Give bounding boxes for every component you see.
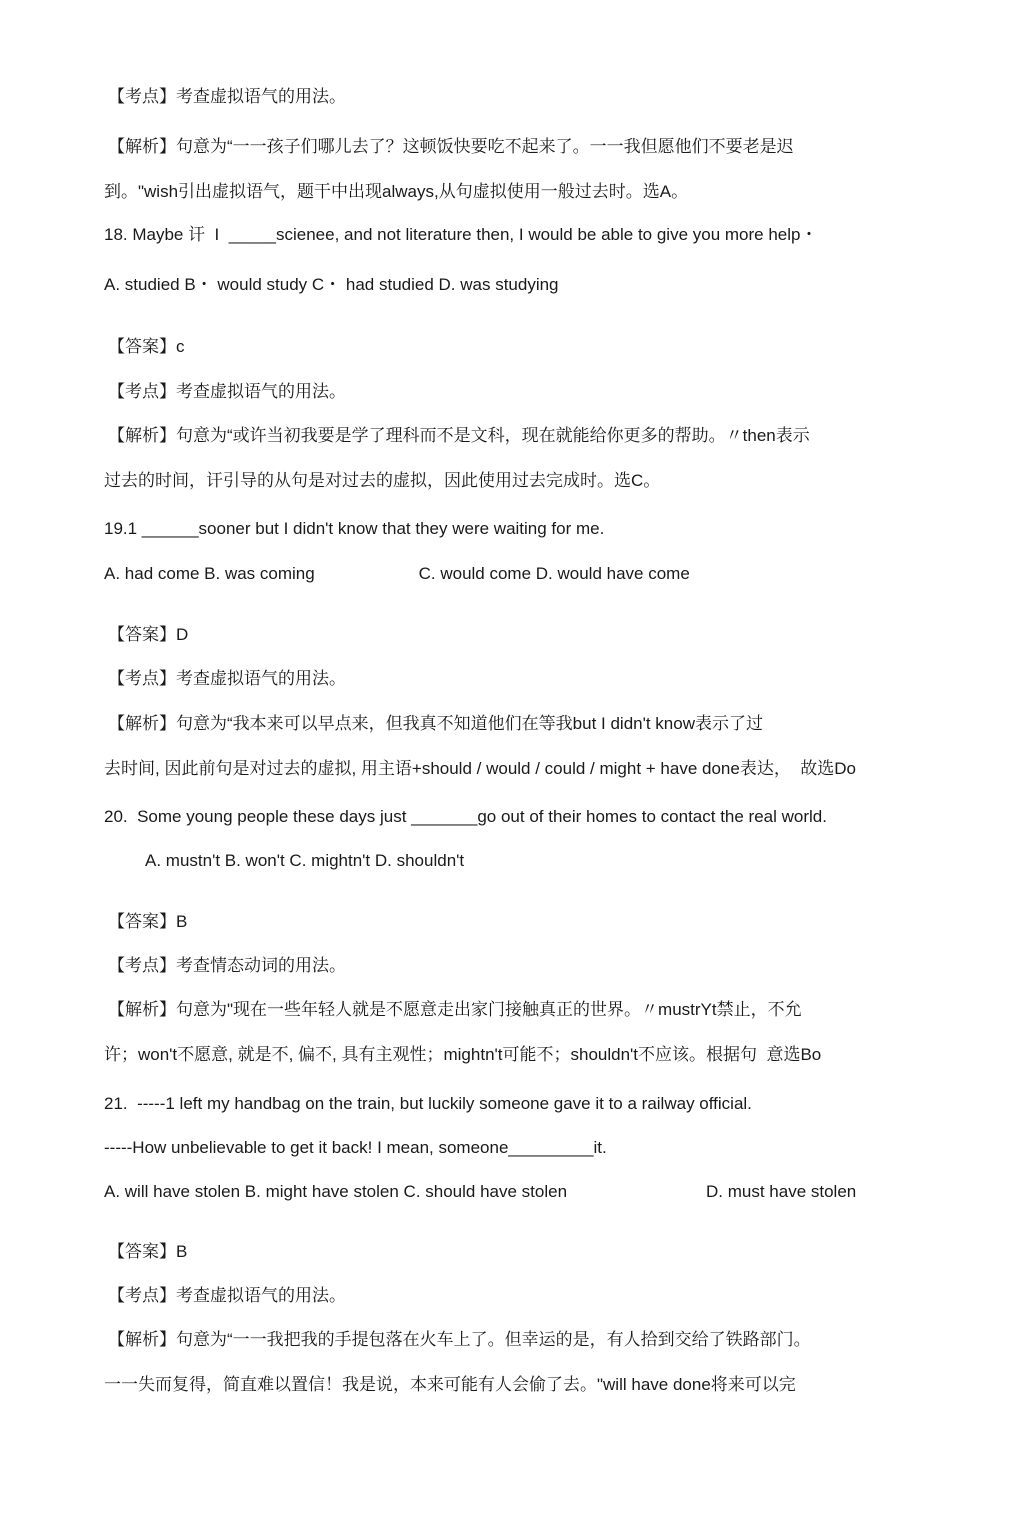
analysis-19-line-2: 去时间, 因此前句是对过去的虚拟, 用主语+should / would / could / might + have done表达， 故选Do — [104, 759, 857, 778]
point-label-20: 【考点】考查情态动词的用法。 — [108, 956, 346, 975]
point-label-21: 【考点】考查虚拟语气的用法。 — [108, 1286, 346, 1305]
analysis-20-line-2: 许；won't不愿意, 就是不, 偏不, 具有主观性；mightn't可能不；shouldn't不应该。根据句 意选Bo — [104, 1045, 822, 1064]
analysis-19-line-1: 【解析】句意为“我本来可以早点来，但我真不知道他们在等我but I didn't know表示了过 — [108, 714, 763, 733]
options-18: A. studied B・ would study C・ had studied D. was studying — [104, 275, 559, 294]
analysis-20-line-1: 【解析】句意为"现在一些年轻人就是不愿意走出家门接触真正的世界。〃mustrYt禁止，不允 — [108, 1000, 802, 1019]
analysis-17-line-2: 到。"wish引出虚拟语气，题干中出现always,从句虚拟使用一般过去时。选A。 — [104, 182, 689, 201]
question-21-line-1: 21. -----1 left my handbag on the train, but luckily someone gave it to a railway official. — [104, 1094, 752, 1113]
question-18: 18. Maybe 讦 I _____scienee, and not literature then, I would be able to give you more help・ — [104, 225, 818, 244]
point-label-17: 【考点】考查虚拟语气的用法。 — [108, 87, 346, 106]
options-20: A. mustn't B. won't C. mightn't D. shouldn't — [145, 851, 465, 870]
answer-21: 【答案】B — [108, 1242, 188, 1261]
answer-18: 【答案】c — [108, 337, 185, 356]
options-21-a-c: A. will have stolen B. might have stolen C. should have stolen — [104, 1182, 568, 1201]
analysis-21-line-1: 【解析】句意为“一一我把我的手提包落在火车上了。但幸运的是，有人拾到交给了铁路部门。 — [108, 1330, 811, 1349]
analysis-21-line-2: 一一失而复得，简直难以置信！我是说，本来可能有人会偷了去。"will have done将来可以完 — [104, 1375, 796, 1394]
question-21-line-2: -----How unbelievable to get it back! I mean, someone_________it. — [104, 1138, 607, 1157]
options-21-d: D. must have stolen — [706, 1182, 857, 1201]
answer-19: 【答案】D — [108, 625, 189, 644]
point-label-18: 【考点】考查虚拟语气的用法。 — [108, 382, 346, 401]
question-19: 19.1 ______sooner but I didn't know that they were waiting for me. — [104, 519, 605, 538]
options-19: A. had come B. was coming C. would come D. would have come — [104, 564, 690, 583]
answer-20: 【答案】B — [108, 912, 188, 931]
question-20: 20. Some young people these days just _______go out of their homes to contact the real world. — [104, 807, 827, 826]
analysis-17-line-1: 【解析】句意为“一一孩子们哪儿去了？这顿饭快要吃不起来了。一一我但愿他们不要老是迟 — [108, 137, 794, 156]
analysis-18-line-1: 【解析】句意为“或许当初我要是学了理科而不是文科，现在就能给你更多的帮助。〃then表示 — [108, 426, 810, 445]
analysis-18-line-2: 过去的时间，讦引导的从句是对过去的虚拟，因此使用过去完成时。选C。 — [104, 471, 661, 490]
point-label-19: 【考点】考查虚拟语气的用法。 — [108, 669, 346, 688]
